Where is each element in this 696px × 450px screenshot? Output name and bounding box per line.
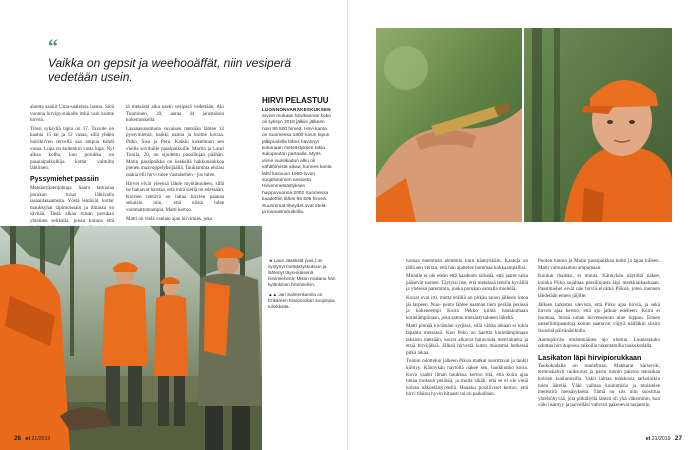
paragraph: Tunnin odottelun jälkeen Pikon matkat suorittavat ja taukit kiihtyy. Kännykän näytöltä näkee sen, haukkuuko koira. Kova vaahti ilman haukkua kertoo sitä, että koira ajaa tietaa tuoksun perässä, ja mutta sikäli, että se ei ole vielä koiran näköetäisyydellä. Haukku positiiviset kertoo, että hirvi tikkuu hyvin hitaasti tai on paikallaan. — [406, 358, 528, 398]
page-number: 27 — [674, 435, 682, 442]
fact-box-body: arvion mukaan hirvikannan koko oli syksyn 2018 jälkiin jälkeen noin 86 500 hirveä. Hirvi kanta on Suomessa 1800-luvun lopun jälkipuolella lähes hävinnyt kokonaan metsästyksen takia sukupuuton partaalla. Myös viime vuosikadun alku oli vähähirvistä aikaa, kunnes kanta lähti kasvuun 1950-luvun suojelutoimen ansiosta. Hirvenmetsästyksen huippuvuonna 2002 Suomessa kaadettiin lähes 85 505 hirveä. Suurimmat tiheydet ovat etelä- ja lounaisrannikolla. — [262, 114, 332, 216]
issue-number: 21/2019 — [651, 436, 671, 442]
magazine-brand: et — [25, 436, 31, 442]
paragraph: Puolen tunnin ja Matin passipaikkaa kohti ja lajaa tulleen. Matti valmistautuu ampumaan. — [538, 258, 660, 271]
paragraph: Kuulun rhaihko, ei muuta. Kännykän näytöltä näkee, kuinka Piiko sujahtaa passilinjasta läpi merkkiaikaaluaan. Passimiehet eivät näe hirviä eivätkä Piikoä, joten mennen lähdetään ennen jäljille. — [538, 273, 660, 299]
fact-box-kicker: LUONNONVARAKESKUKSEN — [262, 107, 331, 112]
paragraph: Lasanasuusmuna suvaisen metsään lähtee 13 pyssymiehiä, kaikki nainia ja kolme koiraa. Piiko, Sisu ja Peru. Kaikki kokemuun sen vieille sovituille passipaikoille. Martin ja Lauri Tunila, 20, on sijoitettu passilinjan päähän. Matin passipaikka on keskellä hakkuuaukkoa pienen maavoppelyksijäällä. Taulitamma ehtiäsi taakia elli hirvi tulee vastaisehen - jos tulee. — [126, 125, 224, 178]
magazine-brand: et — [645, 436, 651, 442]
paragraph: Aamupäivän emämmäinen ajo ulottuu. Lounastauko odottaa hirvitupossa taikoilla rakentamilla taukokodalla. — [538, 336, 660, 350]
hunters-photo — [0, 226, 262, 450]
page-number: 26 — [14, 435, 22, 442]
paragraph: Koirat ovat irti, mutta eräillä on pitkän taoon jälkeen intoa jäi tarpeen. Nuo- pentu lähtee naaman tiem perään perässä ja kokeneempi Koira Pekko kiihtä haukkumaan kotielämpiinaan, joka sattuu metsästysalueen läheltä. — [406, 294, 528, 321]
paragraph: Tilosi syksyllä tapia on 17. Tavoite on kaatua 15 tai ja 12 vasaa, sillä yhden hoirihirven tervellä saa ampua kahdi vasaa. Lupa on kuitenkin vasta lupa. Nyt alkaa kolhu, kun porukka on pasaiaipalkolkija kottar valmilta lähtiinen. — [30, 125, 114, 172]
right-footer — [646, 435, 682, 442]
paragraph: Minulle ei ole eteän että kaadeum tärkeää, että jaaret ratsa pääsevät tuonee. Täytyisi itse, että metsässä tentiin hyväillä ja yhdessä paremmin, jonka porukan samalla mielellä. — [406, 273, 528, 293]
subheading: Pyssymiehet passiin — [30, 175, 99, 183]
left-footer — [14, 435, 50, 442]
pull-quote-text: Vaikka on gepsit ja weehooäffät, niin vesiperä vedetään usein. — [48, 56, 292, 84]
hand-holding-cartridge-image — [376, 28, 522, 222]
paragraph: Taukokodalla on tunnelmaa. Makkarat kärisevät, termoskahvit tuoksuvat ja parin tunnin paistoa tekniikaa koirien kuulumisilla. Vakit laittaa tuokkosia tarhoioikin tulen äärellä. Väki vaihtaa kuulumisia ja muistelee merestirä metsäsyksetä. Tämä on siis niin suosittua yhteisöhyvää, jota pitkällyllä lähteä oli yhä väkemmin, kun vähi lisäntyy ja paivelläsi vahvisti pakenevat taajamiin. — [538, 362, 660, 409]
pull-quote — [48, 36, 328, 84]
caption: ▲▲ Jari Salmenkarvila on Erikäreen hirviporukan suojimpia tuloikkaita. — [268, 292, 335, 309]
hunter-portrait-photo — [524, 28, 672, 222]
paragraph: Jälkien tarkistus ulevista, että Piiko ajaa hirviä, ja sekä hirven ajaa kertoo, että ajo jatkuu edelleen. Koira ei huomaa, missä oman hirvenseuran alue loppuu. Ennen sateelliittipaantoja koiran saattavat viipyä näilläkin siisiin ikuisinä päivänäsikulla. — [538, 301, 660, 334]
subheading: Lasikaton läpi hirvipiorukkaan — [538, 352, 642, 362]
body-column-4 — [538, 258, 660, 411]
paragraph: aluetta saaliit Uma-saaleissa lasma. Sinä vuonna hirvipyorakalle ittiiä vain kolme hirveä. — [30, 104, 114, 124]
hunters-in-forest-image — [0, 226, 262, 450]
paragraph: tuonaa enemmän aiemmin kuin kännykkäin. Kaatoja on tällä sen verran, että hän ajattelee hommaa kokkaampällisi. — [406, 258, 528, 271]
paragraph: Matti pinnää kiviästäni syrjissä, sillä vähän aikaan ei tokia tapahtu metsässä. Kun Peko on haertta kotielämpiinaan takaisin metsään, koirat alkavat haravoida merrialueita ja etsiä hirvijälkiä. Jälkeä hirvestä kuten muutama hetkessä pitkä aikaa. — [406, 323, 528, 356]
paragraph: tä metsästä aika usein vesiperä vedettään, Aki Tuominen, 39, aaraa 44 jalustaisen kokemuskella. — [126, 104, 224, 124]
photo-captions — [268, 258, 340, 314]
caption: ◄ Lauri Jääskelä (vas.) on syntynyt metsästyssukuun ja lähtenyt täysi-ikäisenä hirvimiehenä; Mikon mukana hän kylänkinen hirvimiehiin. — [268, 258, 336, 287]
paragraph: Hirvet elvät yleensä lähde myötätuuleen, sillä ne haluavat haistaa, että mitä siellä on edessään. Koirien tehtävä on lattaa hirvien paanaa sekaisin niin, että niistä tulee varomattomampia. Matti kertoo. — [126, 180, 225, 213]
fact-box-title: HIRVI PELASTUU — [262, 96, 329, 105]
paragraph: Matti on vielä vanhan ajan hirvimies, joka — [126, 215, 213, 222]
body-column-3 — [406, 258, 528, 400]
right-page — [348, 0, 696, 450]
body-column-2 — [126, 104, 224, 224]
issue-number: 21/2019 — [31, 436, 51, 442]
cartridge-hand-photo — [376, 28, 522, 222]
quote-mark-icon: “ — [48, 36, 58, 58]
paragraph: Metsästyksenjohtaja Saara tarkistaa porukan tuvat lähtivalla lasaantasaamista. Yöstä lentävät, kottar maukkyhat täpimoissain ja ilmassa on sävhää. Tästä alkaa tuisan porukan yhteinen selikalla, joissa kuluna että — [30, 184, 114, 224]
fact-box — [262, 96, 332, 217]
hunter-with-cap-image — [524, 28, 672, 222]
